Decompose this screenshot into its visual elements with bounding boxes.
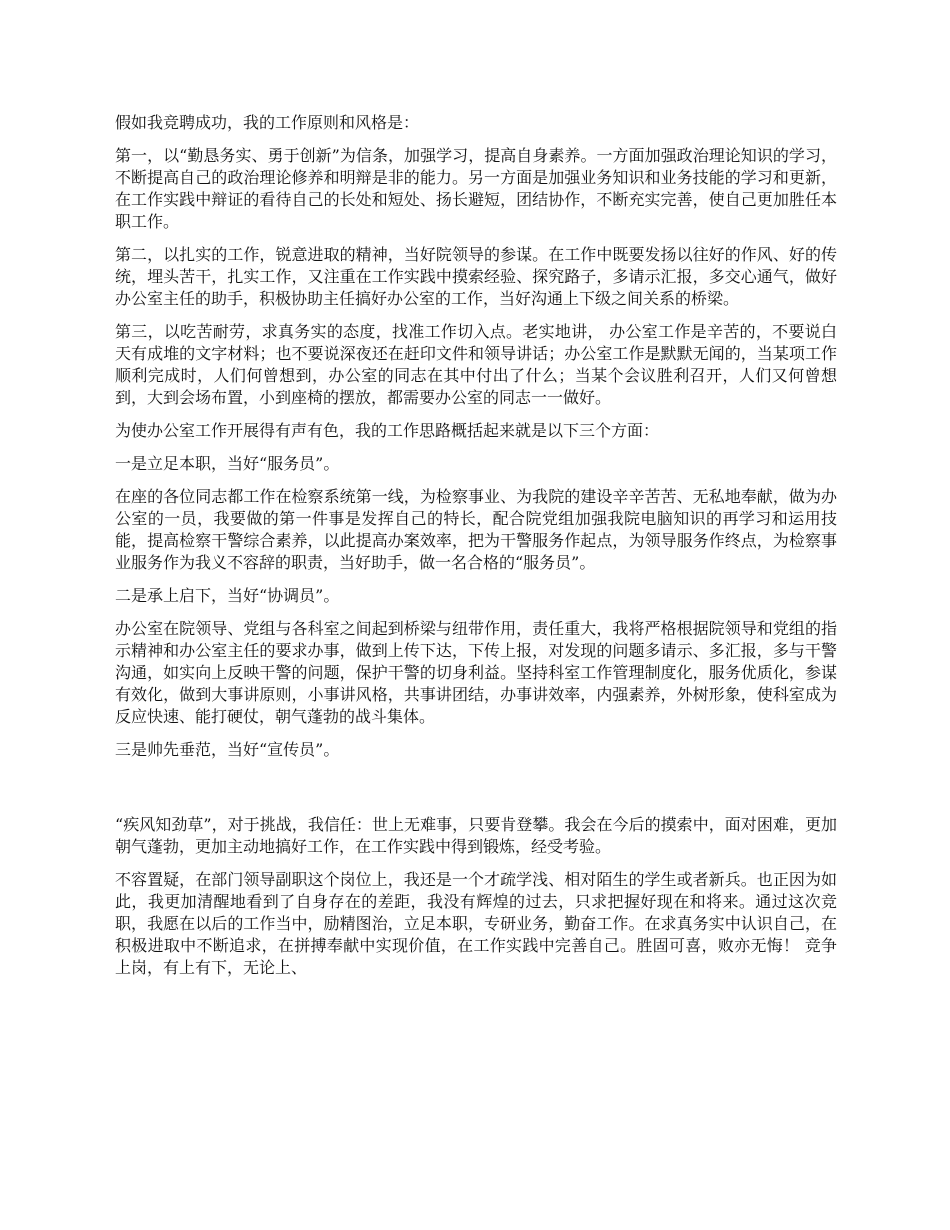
heading-coordination: 二是承上启下，当好“协调员”。 <box>115 586 340 605</box>
paragraph-intro: 假如我竞聘成功，我的工作原则和风格是： <box>115 113 420 132</box>
paragraph-work-ideas: 为使办公室工作开展得有声有色，我的工作思路概括起来就是以下三个方面： <box>115 421 660 440</box>
document-page <box>115 112 837 990</box>
paragraph-principle-3: 第三，以吃苦耐劳，求真务实的态度，找准工作切入点。老实地讲， 办公室工作是辛苦的，不要说白天有成堆的文字材料；也不要说深夜还在赶印文件和领导讲话；办公室工作是默默无闻的，当某项工作顺利完成时，人们何曾想到，办公室的同志在其中付出了什么；当某个会议胜利召开，人们又何曾想到，大到会场布置，小到座椅的摆放，都需要办公室的同志一一做好。 <box>115 322 837 407</box>
heading-service: 一是立足本职，当好“服务员”。 <box>115 454 340 473</box>
paragraph-challenge: “疾风知劲草”，对于挑战，我信任：世上无难事，只要肯登攀。我会在今后的摸索中，面对困难，更加朝气蓬勃，更加主动地搞好工作，在工作实践中得到锻炼，经受考验。 <box>115 815 837 856</box>
paragraph-service: 在座的各位同志都工作在检察系统第一线，为检察事业、为我院的建设辛辛苦苦、无私地奉献，做为办公室的一员，我要做的第一件事是发挥自己的特长，配合院党组加强我院电脑知识的再学习和运用技能，提高检察干警综合素养，以此提高办案效率，把为干警服务作起点，为领导服务作终点，为检察事业服务作为我义不容辞的职责，当好助手，做一名合格的“服务员”。 <box>115 487 837 572</box>
paragraph-coordination: 办公室在院领导、党组与各科室之间起到桥梁与纽带作用，责任重大，我将严格根据院领导和党组的指示精神和办公室主任的要求办事，做到上传下达，下传上报，对发现的问题多请示、多汇报，多与干警沟通，如实向上反映干警的问题，保护干警的切身利益。坚持科室工作管理制度化，服务优质化，参谋有效化，做到大事讲原则，小事讲风格，共事讲团结，办事讲效率，内强素养，外树形象，使科室成为反应快速、能打硬仗，朝气蓬勃的战斗集体。 <box>115 619 837 726</box>
heading-publicity: 三是帅先垂范，当好“宣传员”。 <box>115 740 340 759</box>
paragraph-principle-1: 第一，以“勤恳务实、勇于创新”为信条，加强学习，提高自身素养。一方面加强政治理论知识的学习，不断提高自己的政治理论修养和明辩是非的能力。另一方面是加强业务知识和业务技能的学习和更新，在工作实践中辩证的看待自己的长处和短处、扬长避短，团结协作，不断充实完善，使自己更加胜任本职工作。 <box>115 146 837 231</box>
paragraph-conclusion: 不容置疑，在部门领导副职这个岗位上，我还是一个才疏学浅、相对陌生的学生或者新兵。也正因为如此，我更加清醒地看到了自身存在的差距，我没有辉煌的过去，只求把握好现在和将来。通过这次竞职，我愿在以后的工作当中，励精图治，立足本职，专研业务，勤奋工作。在求真务实中认识自己，在积极进取中不断追求，在拼搏奉献中实现价值，在工作实践中完善自己。胜固可喜，败亦无悔！ 竞争上岗，有上有下，无论上、 <box>115 870 837 977</box>
paragraph-principle-2: 第二，以扎实的工作，锐意进取的精神，当好院领导的参谋。在工作中既要发扬以往好的作风、好的传统，埋头苦干，扎实工作，又注重在工作实践中摸索经验、探究路子，多请示汇报，多交心通气，做好办公室主任的助手，积极协助主任搞好办公室的工作，当好沟通上下级之间关系的桥梁。 <box>115 245 837 308</box>
section-gap <box>115 772 837 814</box>
